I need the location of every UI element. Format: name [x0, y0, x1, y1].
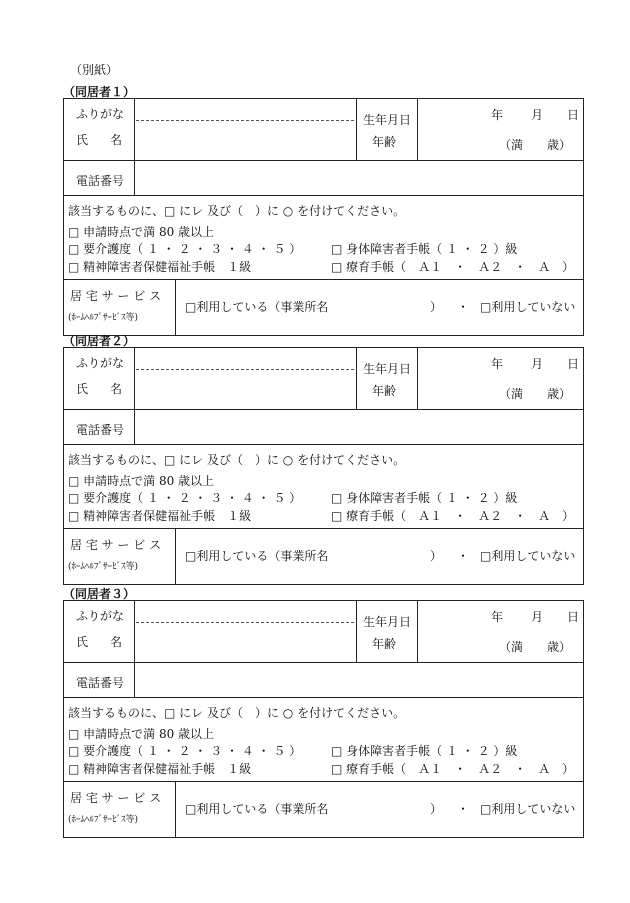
service-using-checkbox[interactable]: □利用している（事業所名: [185, 549, 329, 563]
service-not-using-checkbox[interactable]: □利用していない: [480, 300, 576, 314]
age80-checkbox[interactable]: □ 申請時点で満 80 歳以上: [68, 727, 215, 741]
birth-month-label: 月: [531, 357, 544, 371]
birth-date-input[interactable]: [420, 350, 580, 407]
phone-label: 電話番号: [76, 174, 125, 188]
birth-year-label: 年: [491, 357, 504, 371]
age-label: 年齢: [372, 135, 397, 149]
physical-disability-checkbox[interactable]: □ 身体障害者手帳（ １ ・ ２ ）級: [331, 242, 518, 256]
furigana-input[interactable]: [138, 603, 352, 620]
name-label-char-2: 名: [110, 635, 123, 649]
section-title: （同居者２）: [63, 334, 136, 348]
age-label: 年齢: [372, 637, 397, 651]
name-label-char-1: 氏: [76, 382, 89, 396]
furigana-label: ふりがな: [76, 107, 125, 121]
birth-date-label: 生年月日: [363, 113, 412, 127]
birth-date-label: 生年月日: [363, 615, 412, 629]
attachment-label: （別紙）: [70, 63, 119, 77]
phone-input[interactable]: [138, 412, 580, 441]
service-separator: ・: [457, 549, 470, 563]
care-level-checkbox[interactable]: □ 要介護度（ １ ・ ２ ・ ３ ・ ４ ・ ５ ）: [68, 242, 302, 256]
physical-disability-checkbox[interactable]: □ 身体障害者手帳（ １ ・ ２ ）級: [331, 744, 518, 758]
birth-year-label: 年: [491, 108, 504, 122]
age-open-label: （満: [499, 138, 524, 152]
name-label-char-2: 名: [110, 133, 123, 147]
furigana-dotted-line: [136, 622, 354, 623]
service-using-checkbox[interactable]: □利用している（事業所名: [185, 802, 329, 816]
birth-month-label: 月: [531, 108, 544, 122]
phone-input[interactable]: [138, 665, 580, 694]
name-label-char-1: 氏: [76, 133, 89, 147]
service-paren-close: ）: [430, 549, 443, 563]
section-title: （同居者１）: [63, 85, 136, 99]
birth-day-label: 日: [567, 108, 580, 122]
age-label: 年齢: [372, 384, 397, 398]
care-level-checkbox[interactable]: □ 要介護度（ １ ・ ２ ・ ３ ・ ４ ・ ５ ）: [68, 744, 302, 758]
cohabitant-form: [63, 347, 584, 585]
cohabitant-section: [63, 334, 584, 585]
name-input[interactable]: [138, 123, 352, 157]
care-level-checkbox[interactable]: □ 要介護度（ １ ・ ２ ・ ３ ・ ４ ・ ５ ）: [68, 491, 302, 505]
cohabitant-form: [63, 98, 584, 336]
age-open-label: （満: [499, 387, 524, 401]
home-service-label: 居 宅 サ ー ビ ス: [70, 538, 162, 552]
home-service-sublabel: (ﾎｰﾑﾍﾙﾌﾟｻｰﾋﾞｽ等): [68, 562, 139, 572]
ryoiku-checkbox[interactable]: □ 療育手帳（ Ａ１ ・ Ａ２ ・ Ａ ）: [331, 260, 575, 274]
birth-month-label: 月: [531, 610, 544, 624]
home-service-label: 居 宅 サ ー ビ ス: [70, 791, 162, 805]
name-input[interactable]: [138, 625, 352, 659]
cohabitant-section: [63, 85, 584, 336]
birth-date-label: 生年月日: [363, 362, 412, 376]
birth-day-label: 日: [567, 610, 580, 624]
furigana-dotted-line: [136, 369, 354, 370]
ryoiku-checkbox[interactable]: □ 療育手帳（ Ａ１ ・ Ａ２ ・ Ａ ）: [331, 509, 575, 523]
age-close-label: 歳）: [547, 138, 572, 152]
age80-checkbox[interactable]: □ 申請時点で満 80 歳以上: [68, 225, 215, 239]
furigana-input[interactable]: [138, 350, 352, 367]
home-service-label: 居 宅 サ ー ビ ス: [70, 289, 162, 303]
furigana-dotted-line: [136, 120, 354, 121]
home-service-sublabel: (ﾎｰﾑﾍﾙﾌﾟｻｰﾋﾞｽ等): [68, 815, 139, 825]
cohabitant-form: [63, 600, 584, 838]
instruction-text: 該当するものに、□ にレ 及び（ ）に ○ を付けてください。: [68, 204, 406, 218]
service-separator: ・: [457, 802, 470, 816]
birth-day-label: 日: [567, 357, 580, 371]
name-label-char-1: 氏: [76, 635, 89, 649]
furigana-label: ふりがな: [76, 356, 125, 370]
ryoiku-checkbox[interactable]: □ 療育手帳（ Ａ１ ・ Ａ２ ・ Ａ ）: [331, 762, 575, 776]
service-paren-close: ）: [430, 300, 443, 314]
physical-disability-checkbox[interactable]: □ 身体障害者手帳（ １ ・ ２ ）級: [331, 491, 518, 505]
section-title: （同居者３）: [63, 587, 136, 601]
age-close-label: 歳）: [547, 640, 572, 654]
instruction-text: 該当するものに、□ にレ 及び（ ）に ○ を付けてください。: [68, 706, 406, 720]
service-not-using-checkbox[interactable]: □利用していない: [480, 549, 576, 563]
service-using-checkbox[interactable]: □利用している（事業所名: [185, 300, 329, 314]
birth-date-input[interactable]: [420, 603, 580, 660]
phone-label: 電話番号: [76, 676, 125, 690]
mental-disability-checkbox[interactable]: □ 精神障害者保健福祉手帳 １級: [68, 260, 252, 274]
furigana-label: ふりがな: [76, 609, 125, 623]
mental-disability-checkbox[interactable]: □ 精神障害者保健福祉手帳 １級: [68, 762, 252, 776]
mental-disability-checkbox[interactable]: □ 精神障害者保健福祉手帳 １級: [68, 509, 252, 523]
service-paren-close: ）: [430, 802, 443, 816]
service-separator: ・: [457, 300, 470, 314]
birth-year-label: 年: [491, 610, 504, 624]
age-open-label: （満: [499, 640, 524, 654]
name-input[interactable]: [138, 372, 352, 406]
home-service-sublabel: (ﾎｰﾑﾍﾙﾌﾟｻｰﾋﾞｽ等): [68, 313, 139, 323]
cohabitant-section: [63, 587, 584, 838]
age80-checkbox[interactable]: □ 申請時点で満 80 歳以上: [68, 474, 215, 488]
name-label-char-2: 名: [110, 382, 123, 396]
furigana-input[interactable]: [138, 101, 352, 118]
service-not-using-checkbox[interactable]: □利用していない: [480, 802, 576, 816]
instruction-text: 該当するものに、□ にレ 及び（ ）に ○ を付けてください。: [68, 453, 406, 467]
phone-input[interactable]: [138, 163, 580, 192]
birth-date-input[interactable]: [420, 101, 580, 158]
phone-label: 電話番号: [76, 423, 125, 437]
age-close-label: 歳）: [547, 387, 572, 401]
